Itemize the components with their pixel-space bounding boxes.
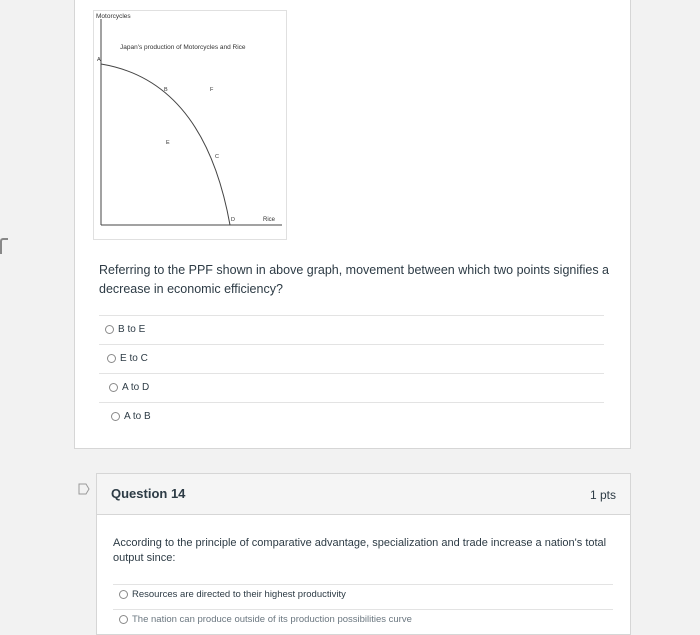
divider [99,402,604,403]
answer-option[interactable] [109,382,149,393]
answer-label: The nation can produce outside of its production possibilities curve [132,614,412,625]
radio-button[interactable] [105,325,114,334]
flag-question-icon[interactable] [78,483,90,495]
divider [113,609,613,610]
question-14-card [96,473,631,635]
answer-label: A to B [124,411,151,422]
graph-title: Japan's production of Motorcycles and Rice [120,44,246,51]
question-header [97,474,630,515]
point-b-label: B [164,87,168,93]
radio-button[interactable] [107,354,116,363]
answer-option[interactable] [119,614,412,625]
question-14-text: According to the principle of comparative advantage, specialization and trade increase a nation's total output since: [113,537,607,564]
question-title: Question 14 [111,486,186,501]
question-points: 1 pts [589,488,616,502]
answer-option[interactable] [119,589,346,600]
point-c-label: C [215,154,219,160]
question-13-text: Referring to the PPF shown in above graph, movement between which two points signifies a decrease in economic efficiency? [99,263,609,296]
divider [99,344,604,345]
left-edge-mark [0,238,8,254]
answer-label: Resources are directed to their highest productivity [132,589,346,600]
answer-label: E to C [120,353,148,364]
point-e-label: E [166,140,170,146]
divider [99,315,604,316]
answer-option[interactable] [107,353,148,364]
point-d-label: D [231,217,235,223]
question-13-card [74,0,631,449]
answer-option[interactable] [105,324,145,335]
answer-option[interactable] [111,411,151,422]
point-a-label: A [97,57,101,63]
answer-label: B to E [118,324,146,335]
divider [113,584,613,585]
x-axis-label: Rice [263,217,276,223]
ppf-graph [93,10,287,240]
radio-button[interactable] [119,590,128,599]
y-axis-label: Motorcycles [96,13,131,20]
point-f-label: F [210,87,214,93]
divider [99,373,604,374]
radio-button[interactable] [109,383,118,392]
radio-button[interactable] [111,412,120,421]
answer-label: A to D [122,382,150,393]
